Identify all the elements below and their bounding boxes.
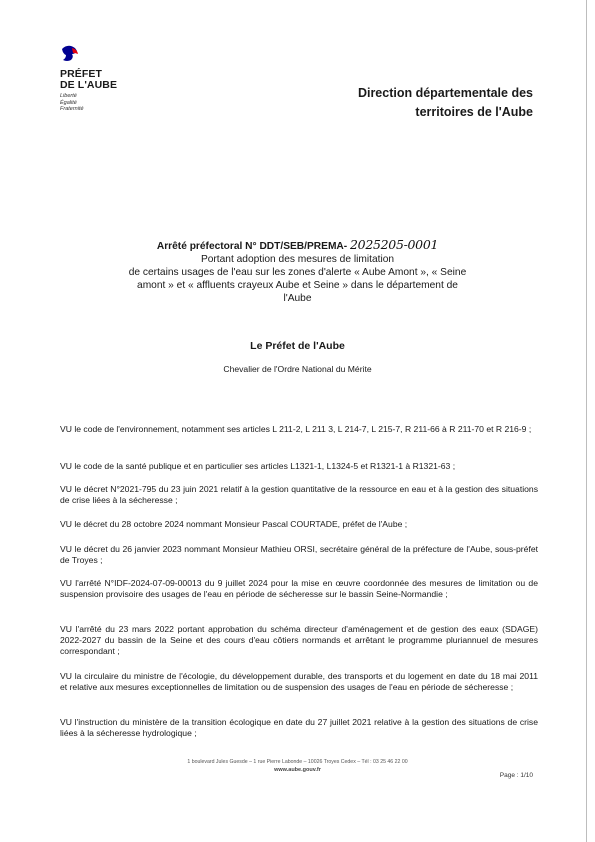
- vu-paragraph: VU le décret N°2021-795 du 23 juin 2021 relatif à la gestion quantitative de la ressource en eau et à la gestion des situations de crise liées à la sécheresse ;: [60, 484, 538, 505]
- arrete-number-line: [70, 238, 525, 253]
- vu-paragraph: VU le décret du 26 janvier 2023 nommant Monsieur Mathieu ORSI, secrétaire général de la préfecture de l'Aube, sous-préfet de Troyes ;: [60, 544, 538, 565]
- arrete-label: Arrêté préfectoral N° DDT/SEB/PREMA-: [156, 241, 348, 252]
- footer-address: 1 boulevard Jules Guesde – 1 rue Pierre Labonde – 10026 Troyes Cedex – Tél : 03 25 46 22 00: [187, 759, 408, 765]
- prefet-logo: [60, 45, 150, 113]
- prefet-title: Le Préfet de l'Aube: [250, 340, 345, 352]
- direction-line: Direction départementale des: [357, 86, 533, 100]
- footer-website: www.aube.gouv.fr: [274, 767, 321, 773]
- vu-paragraph: VU l'instruction du ministère de la transition écologique en date du 27 juillet 2021 relative à la gestion des situations de crise liées à la sécheresse hydrologique ;: [60, 717, 538, 738]
- vu-paragraph: VU le code de la santé publique et en particulier ses articles L1321-1, L1324-5 et R1321-1 à R1321-63 ;: [60, 461, 456, 471]
- vu-paragraph: VU le décret du 28 octobre 2024 nommant Monsieur Pascal COURTADE, préfet de l'Aube ;: [60, 519, 408, 529]
- arrete-title-block: [70, 238, 525, 305]
- prefet-name: [60, 69, 150, 91]
- page-number: Page : 1/10: [499, 772, 533, 779]
- vu-paragraph: VU la circulaire du ministre de l'écologie, du développement durable, des transports et du logement en date du 18 mai 2011 et relative aux mesures exceptionnelles de limitation ou de suspension des usages de l'eau en période de sécheresse ;: [60, 671, 538, 692]
- arrete-subtitle-line: Portant adoption des mesures de limitation: [200, 254, 395, 265]
- direction-title: [358, 84, 533, 122]
- devise: [60, 93, 150, 113]
- prefet-line: PRÉFET: [60, 68, 103, 80]
- vu-paragraph: VU l'arrêté du 23 mars 2022 portant approbation du schéma directeur d'aménagement et de gestion des eaux (SDAGE) 2022-2027 du bassin de la Seine et des cours d'eau côtiers normands et arrêtant le programme pluriannuel de mesures correspondant ;: [60, 624, 538, 656]
- direction-line: territoires de l'Aube: [415, 105, 533, 119]
- scan-edge-line: [586, 0, 587, 842]
- prefet-line: DE L'AUBE: [60, 79, 118, 91]
- chevalier-line: Chevalier de l'Ordre National du Mérite: [223, 364, 372, 374]
- arrete-subtitle-line: amont » et « affluents crayeux Aube et Seine » dans le département de: [137, 280, 458, 291]
- vu-paragraph: VU l'arrêté N°IDF-2024-07-09-00013 du 9 juillet 2024 pour la mise en œuvre coordonnée des mesures de limitation ou de suspension provisoire des usages de l'eau en période de sécheresse sur le bassin Seine-Normandie ;: [60, 578, 538, 599]
- arrete-subtitle-line: l'Aube: [283, 293, 312, 304]
- devise-line: Liberté: [60, 93, 77, 99]
- arrete-number-handwritten: 2025205-0001: [350, 237, 439, 252]
- devise-line: Fraternité: [60, 106, 84, 112]
- marianne-icon: [60, 45, 80, 63]
- arrete-subtitle-line: de certains usages de l'eau sur les zones d'alerte « Aube Amont », « Seine: [128, 267, 467, 278]
- devise-line: Égalité: [60, 99, 77, 106]
- vu-paragraph: VU le code de l'environnement, notamment ses articles L 211-2, L 211 3, L 214-7, L 215-7, R 211-66 à R 211-70 et R 216-9 ;: [60, 424, 532, 434]
